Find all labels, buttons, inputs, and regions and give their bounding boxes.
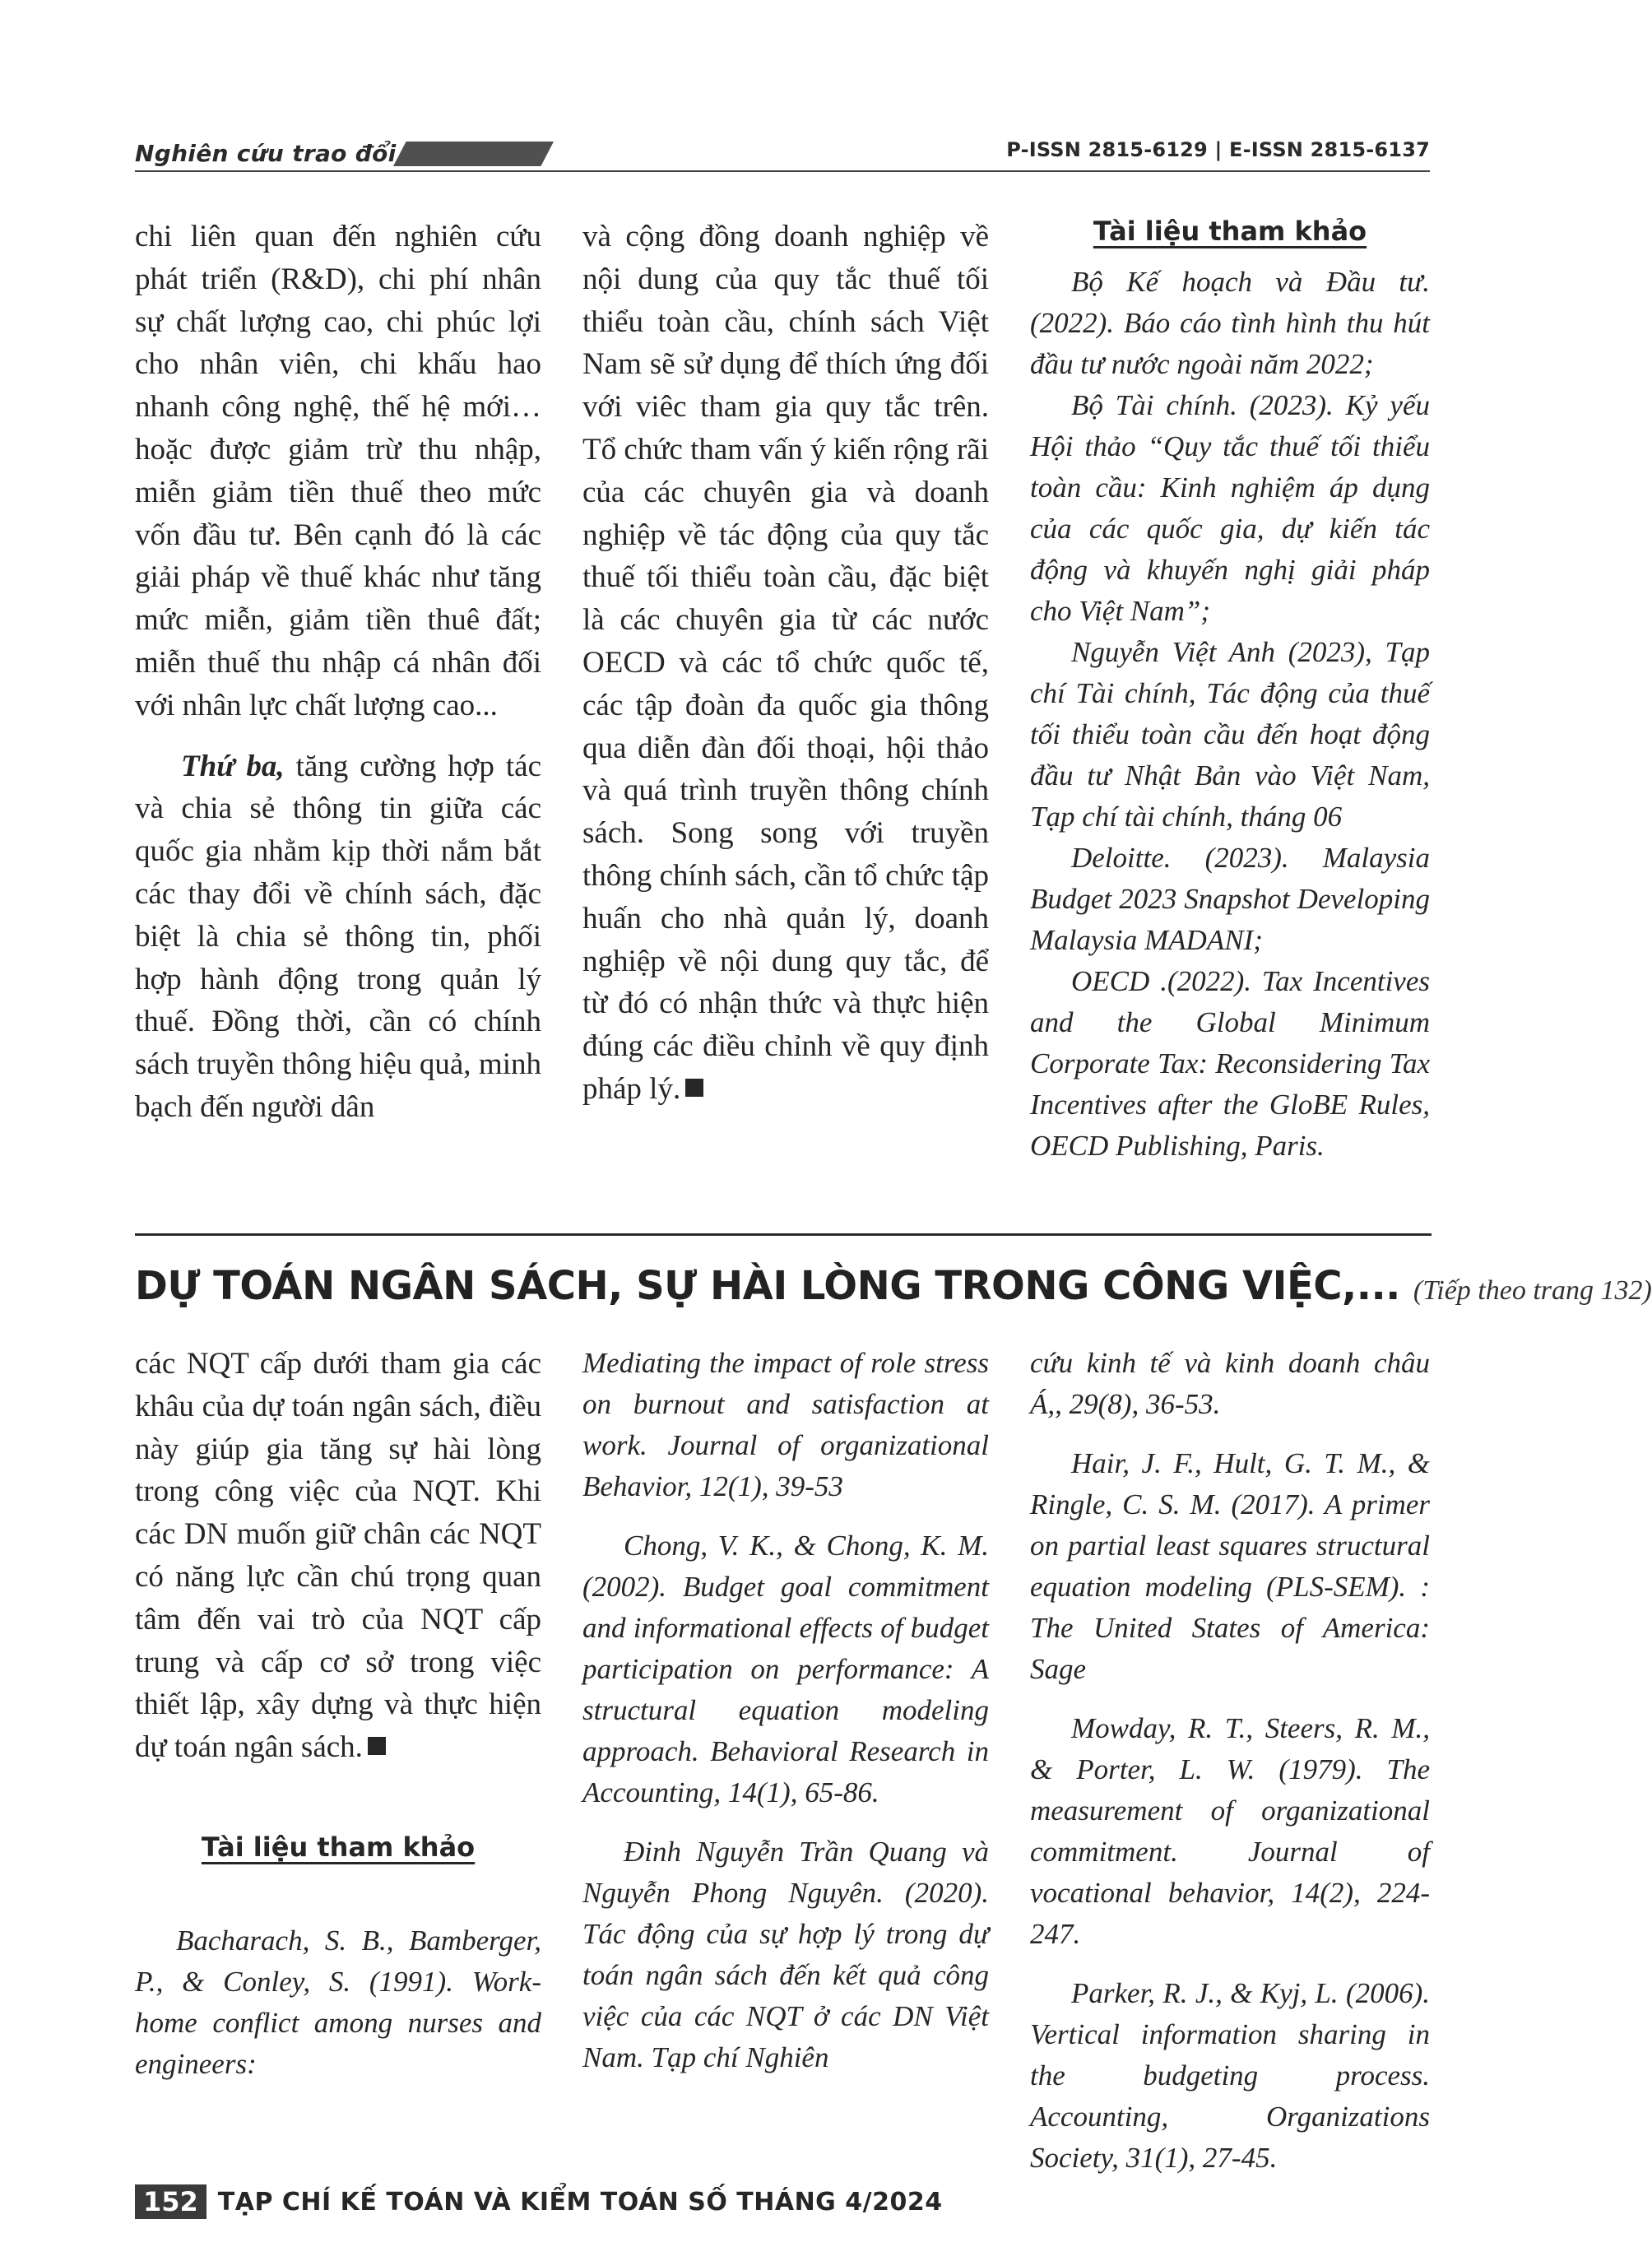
page-footer [135, 2184, 943, 2219]
continued-note: (Tiếp theo trang 132) [1413, 1275, 1652, 1306]
bottom-column-3 [1030, 1343, 1430, 2179]
reference-item: Bộ Tài chính. (2023). Kỷ yếu Hội thảo “Quy tắc thuế tối thiểu toàn cầu: Kinh nghiệm áp dụng của các quốc gia, dự kiến tác động và khuyến nghị giải pháp cho Việt Nam”; [1030, 389, 1430, 627]
reference-item: Hair, J. F., Hult, G. T. M., & Ringle, C. S. M. (2017). A primer on partial least squares structural equation modeling (PLS-SEM). : The United States of America: Sage [1030, 1447, 1430, 1685]
reference-item: Bộ Kế hoạch và Đầu tư.(2022). Báo cáo tình hình thu hút đầu tư nước ngoài năm 2022; [1030, 266, 1430, 380]
bottom-column-2 [582, 1343, 989, 2078]
paragraph-text: và cộng đồng doanh nghiệp về nội dung của quy tắc thuế tối thiểu toàn cầu, chính sách Việt Nam sẽ sử dụng để thích ứng đối với viêc tham gia quy tắc trên. Tổ chức tham vấn ý kiến rộng rãi của các chuyên gia và doanh nghiệp về tác động của quy tắc thuế tối thiểu toàn cầu, đặc biệt là các chuyên gia từ các nước OECD và các tổ chức quốc tế, các tập đoàn đa quốc gia thông qua diễn đàn đối thoại, hội thảo và quá trình truyền thông chính sách. Song song với truyền thông chính sách, cần tổ chức tập huấn cho nhà quản lý, doanh nghiệp về nội dung quy tắc, để từ đó có nhận thức và thực hiện đúng các điều chỉnh về quy định pháp lý. [582, 220, 989, 1106]
reference-item: Đinh Nguyễn Trần Quang và Nguyễn Phong Nguyên. (2020). Tác động của sự hợp lý trong dự toán ngân sách đến kết quả công việc của các NQT ở các DN Việt Nam. Tạp chí Nghiên [582, 1836, 989, 2073]
paragraph [582, 216, 989, 1111]
header-divider [135, 170, 1430, 172]
paragraph [135, 745, 541, 1129]
references-heading: Tài liệu tham khảo [201, 1831, 476, 1863]
reference-item: Chong, V. K., & Chong, K. M. (2002). Budget goal commitment and informational effects of budget participation on performance: A structural equation modeling approach. Behavioral Research in Accounting, 14(1), 65-86. [582, 1530, 989, 1808]
paragraph [135, 1343, 541, 1769]
reference-item: OECD .(2022). Tax Incentives and the Global Minimum Corporate Tax: Reconsidering Tax Incentives after the GloBE Rules, OECD Publishing, Paris. [1030, 965, 1430, 1162]
article-title: DỰ TOÁN NGÂN SÁCH, SỰ HÀI LÒNG TRONG CÔNG VIỆC,... [135, 1263, 1400, 1309]
lead-phrase: Thứ ba, [181, 749, 285, 783]
section-label: Nghiên cứu trao đổi [135, 140, 397, 167]
article-heading [135, 1263, 1652, 1309]
section-divider [135, 1233, 1432, 1236]
reference-item: Mowday, R. T., Steers, R. M., & Porter, L. W. (1979). The measurement of organizational commitment. Journal of vocational behavior, 14(2), 224-247. [1030, 1712, 1430, 1950]
reference-item: Bacharach, S. B., Bamberger, P., & Conley, S. (1991). Work-home conflict among nurses and engineers: [135, 1924, 541, 2080]
paragraph: chi liên quan đến nghiên cứu phát triển (R&D), chi phí nhân sự chất lượng cao, chi phúc lợi cho nhân viên, chi khấu hao nhanh công nghệ, thế hệ mới… hoặc được giảm trừ thu nhập, miễn giảm tiền thuế theo mức vốn đầu tư. Bên cạnh đó là các giải pháp về thuế khác như tăng mức miễn, giảm tiền thuê đất; miễn thuế thu nhập cá nhân đối với nhân lực chất lượng cao... [135, 220, 541, 722]
paragraph-text: các NQT cấp dưới tham gia các khâu của dự toán ngân sách, điều này giúp gia tăng sự hài lòng trong công việc của NQT. Khi các DN muốn giữ chân các NQT có năng lực cần chú trọng quan tâm đến vai trò của NQT cấp trung và cấp cơ sở trong việc thiết lập, xây dựng và thực hiện dự toán ngân sách. [135, 1347, 541, 1765]
bottom-column-1 [135, 1343, 541, 2085]
top-references [1030, 216, 1430, 1167]
reference-item: Mediating the impact of role stress on burnout and satisfaction at work. Journal of organizational Behavior, 12(1), 39-53 [582, 1347, 989, 1502]
journal-name: TẠP CHÍ KẾ TOÁN VÀ KIỂM TOÁN SỐ THÁNG 4/2024 [217, 2187, 943, 2217]
reference-item: Deloitte. (2023). Malaysia Budget 2023 Snapshot Developing Malaysia MADANI; [1030, 842, 1430, 956]
top-column-2 [582, 216, 989, 1111]
reference-item: cứu kinh tế và kinh doanh châu Á,, 29(8), 36-53. [1030, 1347, 1430, 1420]
top-column-1 [135, 216, 541, 1129]
references-heading: Tài liệu tham khảo [1093, 216, 1367, 247]
end-mark-icon [685, 1079, 703, 1097]
issn-label: P-ISSN 2815-6129 | E-ISSN 2815-6137 [1006, 138, 1430, 161]
paragraph-text: tăng cường hợp tác và chia sẻ thông tin giữa các quốc gia nhằm kịp thời nắm bắt các thay đổi về chính sách, đặc biệt là chia sẻ thông tin, phối hợp hành động trong quản lý thuế. Đồng thời, cần có chính sách truyền thông hiệu quả, minh bạch đến người dân [135, 749, 541, 1124]
header-decorative-bar [393, 142, 554, 166]
page-number: 152 [135, 2184, 206, 2219]
reference-item: Nguyễn Việt Anh (2023), Tạp chí Tài chính, Tác động của thuế tối thiểu toàn cầu đến hoạt động đầu tư Nhật Bản vào Việt Nam, Tạp chí tài chính, tháng 06 [1030, 636, 1430, 833]
reference-item: Parker, R. J., & Kyj, L. (2006). Vertical information sharing in the budgeting process. Accounting, Organizations Society, 31(1), 27-45. [1030, 1977, 1430, 2174]
end-mark-icon [368, 1737, 386, 1755]
